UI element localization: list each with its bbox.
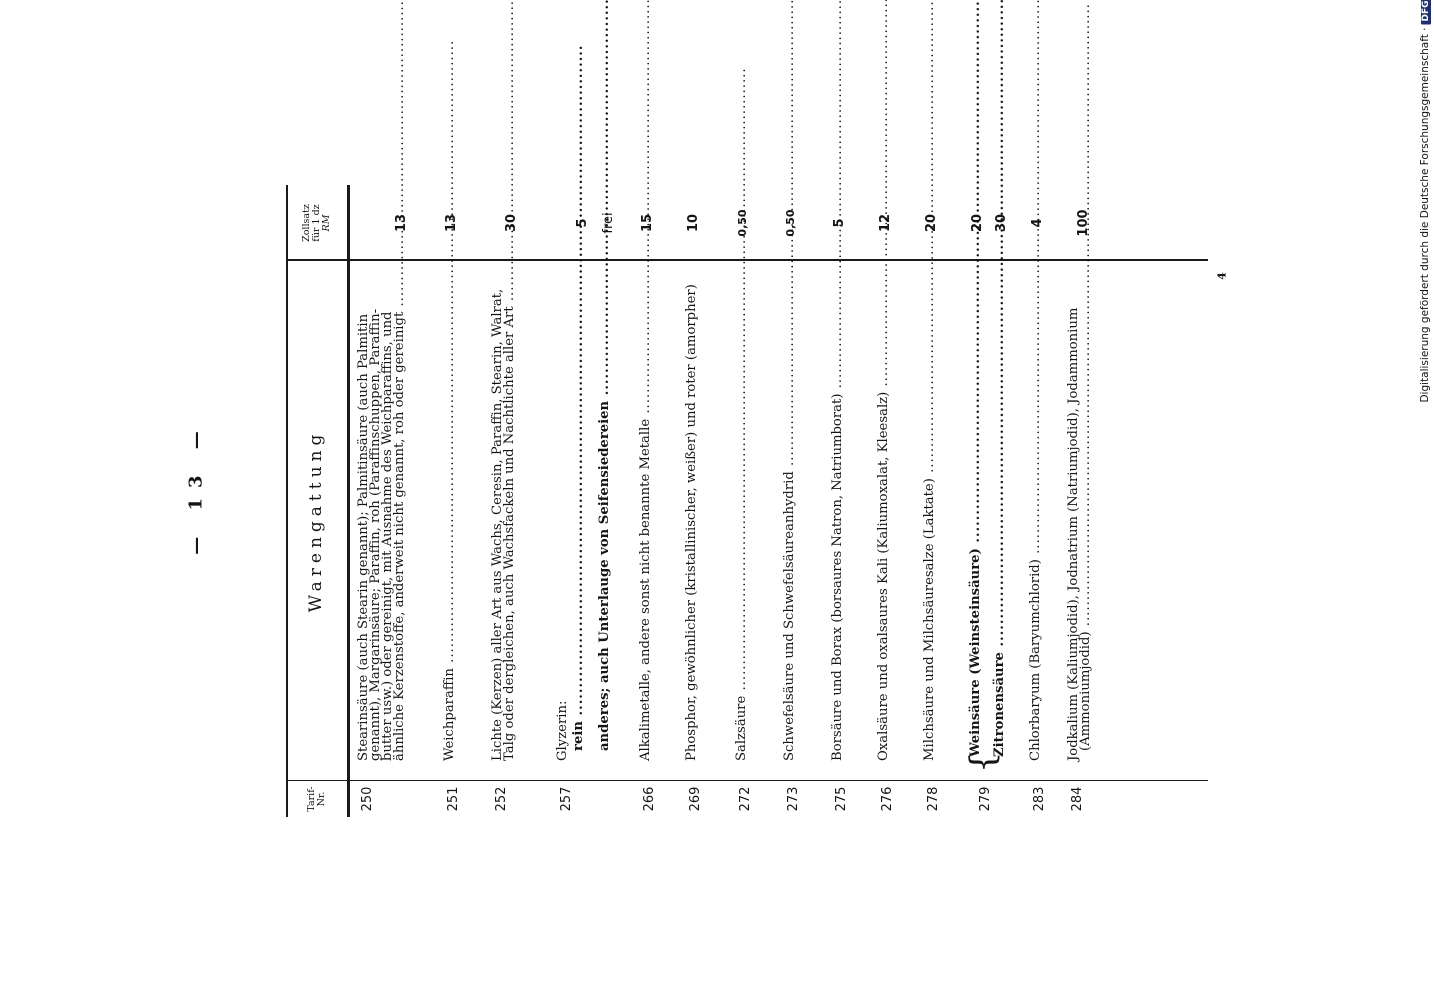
ware-line: rein .....: [573, 293, 585, 761]
tarif-nr: 284: [1070, 786, 1085, 812]
ware-description: [1030, 293, 1042, 761]
ware-line: (Ammoniumjodid) .....: [1080, 293, 1092, 761]
tarif-nr: 251: [446, 786, 461, 812]
ware-description: [640, 293, 652, 761]
table-row-273: [780, 185, 810, 817]
zollsatz-value: 0,50: [784, 209, 797, 237]
ware-line: Stearinsäure (auch Stearin genannt); Palmitinsäure (auch Palmitin: [356, 313, 371, 761]
sheet-signature: 4: [1215, 272, 1229, 280]
table-row-283: [1026, 185, 1056, 817]
tarif-nr: 279: [978, 786, 993, 812]
table-row-275: [828, 185, 858, 817]
ware-line: Milchsäure und Milchsäuresalze (Laktate) .....: [924, 293, 936, 761]
ware-line: Weinsäure (Weinsteinsäure) .....: [970, 289, 982, 757]
zollsatz-value: 10: [686, 213, 701, 233]
ware-line: Borsäure und Borax (borsaures Natron, Natriumborat) .....: [832, 293, 844, 761]
ware-description: [784, 293, 796, 761]
zollsatz-value: 20: [970, 213, 985, 233]
ware-line: Zitronensäure .....: [994, 289, 1006, 757]
header-warengattung: Warengattung: [306, 429, 327, 613]
tarif-nr: 272: [738, 786, 753, 812]
table-row-252: [488, 185, 528, 817]
tarif-nr: 250: [360, 786, 375, 812]
ware-line: Glyzerin:: [555, 700, 570, 761]
ware-description: [557, 293, 611, 761]
tarif-nr: 278: [926, 786, 941, 812]
ware-line: Oxalsäure und oxalsaures Kali (Kaliumoxalat, Kleesalz) .....: [878, 293, 890, 761]
table-row-272: [732, 185, 762, 817]
table-row-269: [682, 185, 712, 817]
zollsatz-value: 100: [1076, 209, 1091, 237]
table-row-276: [874, 185, 904, 817]
ware-description: [832, 293, 844, 761]
ware-line: butter usw.) oder gereinigt, mit Ausnahme des Weichparaffins, und: [380, 311, 395, 761]
zollsatz-value: 5: [832, 218, 847, 228]
ware-description: [444, 293, 456, 761]
zollsatz-value: 13: [444, 213, 459, 233]
tarif-nr: 257: [559, 786, 574, 812]
zollsatz-value: 20: [924, 213, 939, 233]
zollsatz-value: 4: [1030, 218, 1045, 228]
table-row-278: [920, 185, 950, 817]
zollsatz-value: 0,50: [736, 209, 749, 237]
zollsatz-value: 13: [394, 213, 409, 233]
dfg-logo: DFG: [1421, 0, 1431, 24]
zollsatz-value: 30: [994, 213, 1009, 233]
ware-description: [684, 284, 699, 761]
tarif-nr: 252: [494, 786, 509, 812]
zollsatz-value: 15: [640, 213, 655, 233]
tarif-nr: 275: [834, 786, 849, 812]
header-zollsatz-unit: RM: [320, 214, 332, 232]
ware-line: ähnliche Kerzenstoffe, anderweit nicht genannt, roh oder gereinigt .....: [394, 293, 406, 761]
header-tarif-nr: Tarif-Nr.: [306, 786, 327, 812]
table-row-251: [440, 185, 470, 817]
header-zollsatz-line1: Zollsatz: [301, 204, 313, 242]
ware-description: [878, 293, 890, 761]
ware-line: Talg oder dergleichen, auch Wachsfackeln und Nachtlichte aller Art .....: [504, 293, 516, 761]
ware-line: Alkalimetalle, andere sonst nicht benannte Metalle .....: [640, 293, 652, 761]
ware-line: Jodkalium (Kaliumjodid), Jodnatrium (Natriumjodid), Jodammonium: [1066, 307, 1081, 761]
ware-line: genannt), Margarinsäure; Paraffin, roh (Paraffinschuppen, Paraffin-: [368, 308, 383, 761]
tarif-nr: 273: [786, 786, 801, 812]
ware-description: [490, 288, 517, 761]
dfg-credit-text: Digitalisierung gefördert durch die Deutsche Forschungsgemeinschaft ·: [1419, 27, 1431, 403]
ware-description: [1068, 293, 1092, 761]
zollsatz-value: 12: [878, 213, 893, 233]
tariff-table: [286, 185, 1208, 817]
ware-line: Chlorbaryum (Baryumchlorid) .....: [1030, 293, 1042, 761]
ware-line: Salzsäure .....: [736, 293, 748, 761]
ware-line: anderes; auch Unterlauge von Seifensiedereien .....: [599, 293, 611, 761]
table-row-257: [553, 185, 623, 817]
tarif-nr: 276: [880, 786, 895, 812]
table-row-250: [354, 185, 412, 817]
grouping-brace: {: [963, 751, 1003, 773]
ware-line: Schwefelsäure und Schwefelsäureanhydrid .....: [784, 293, 796, 761]
ware-line: Weichparaffin .....: [444, 293, 456, 761]
dfg-credit: [1419, 0, 1431, 403]
ware-description: [970, 289, 1006, 757]
zollsatz-value: 5: [575, 218, 590, 228]
ware-line: Lichte (Kerzen) aller Art aus Wachs, Ceresin, Paraffin, Stearin, Walrat,: [490, 288, 505, 761]
ware-description: [736, 293, 748, 761]
header-zollsatz: [286, 185, 348, 261]
tarif-nr: 283: [1032, 786, 1047, 812]
tarif-nr: 269: [688, 786, 703, 812]
ware-line: Phosphor, gewöhnlicher (kristallinischer, weißer) und roter (amorpher): [684, 284, 699, 761]
tarif-nr: 266: [642, 786, 657, 812]
page-number: — 13 —: [185, 421, 207, 555]
ware-description: [358, 293, 406, 761]
table-row-279: [962, 185, 1012, 817]
table-row-266: [636, 185, 666, 817]
ware-description: [924, 293, 936, 761]
zollsatz-value: frei: [601, 212, 616, 234]
header-zollsatz-line2: für 1 dz: [311, 204, 323, 242]
table-row-284: [1064, 185, 1114, 817]
zollsatz-value: 30: [504, 213, 519, 233]
